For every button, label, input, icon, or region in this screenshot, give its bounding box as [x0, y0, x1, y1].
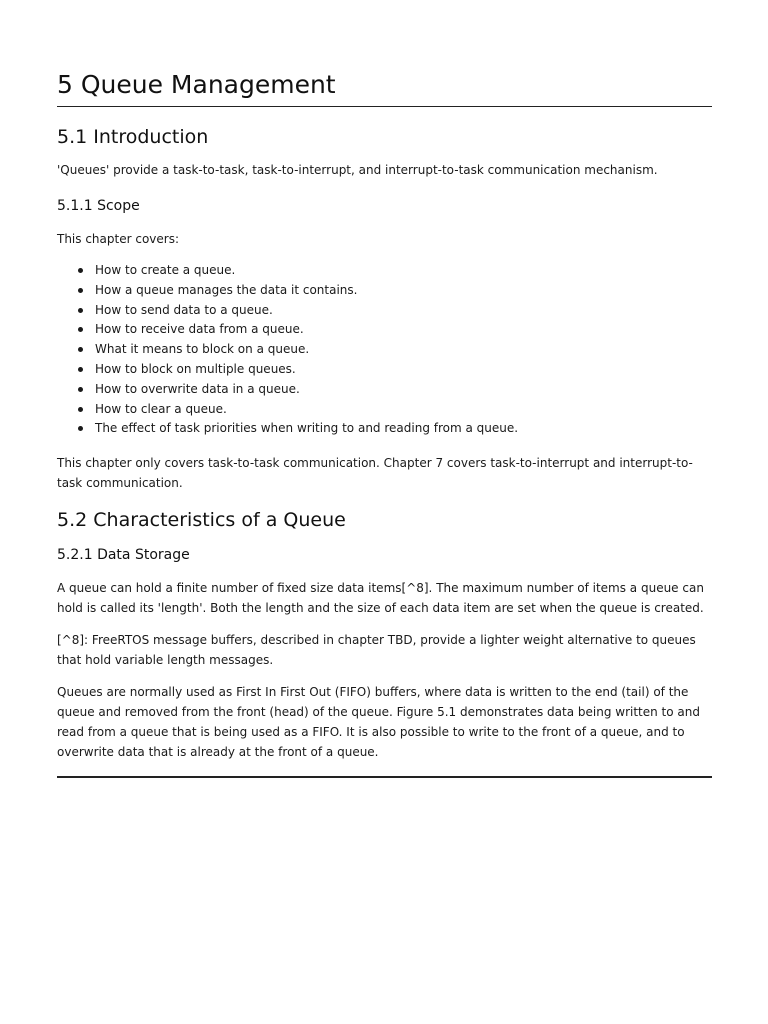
- chapter-title: 5 Queue Management: [57, 70, 336, 99]
- bullet-icon: [78, 288, 83, 293]
- bullet-icon: [78, 407, 83, 412]
- scope-note-paragraph: This chapter only covers task-to-task communication. Chapter 7 covers task-to-interrupt and interrupt-to-task communication.: [57, 456, 693, 490]
- list-item: What it means to block on a queue.: [57, 340, 518, 360]
- data-storage-paragraph: A queue can hold a finite number of fixed size data items[^8]. The maximum number of items a queue can hold is called its 'length'. Both the length and the size of each data item are set when the queue is created.: [57, 581, 704, 615]
- section-heading-introduction: 5.1 Introduction: [57, 126, 209, 148]
- scope-bullet-list: [57, 261, 518, 439]
- footnote-paragraph: [^8]: FreeRTOS message buffers, described in chapter TBD, provide a lighter weight alternative to queues that hold variable length messages.: [57, 633, 696, 667]
- list-item: How to create a queue.: [57, 261, 518, 281]
- bullet-icon: [78, 347, 83, 352]
- list-item: How to overwrite data in a queue.: [57, 380, 518, 400]
- bullet-icon: [78, 308, 83, 313]
- list-item: How a queue manages the data it contains.: [57, 281, 518, 301]
- section-heading-characteristics: 5.2 Characteristics of a Queue: [57, 509, 346, 531]
- list-item: The effect of task priorities when writing to and reading from a queue.: [57, 419, 518, 439]
- bullet-icon: [78, 367, 83, 372]
- list-item: How to clear a queue.: [57, 400, 518, 420]
- bottom-divider: [57, 776, 712, 778]
- bullet-icon: [78, 426, 83, 431]
- bullet-icon: [78, 268, 83, 273]
- fifo-paragraph: Queues are normally used as First In First Out (FIFO) buffers, where data is written to the end (tail) of the queue and removed from the front (head) of the queue. Figure 5.1 demonstrates data being written to and read from a queue that is being used as a FIFO. It is also possible to write to the front of a queue, and to overwrite data that is already at the front of a queue.: [57, 685, 700, 759]
- title-divider: [57, 106, 712, 107]
- bullet-icon: [78, 327, 83, 332]
- subsection-heading-data-storage: 5.2.1 Data Storage: [57, 547, 190, 563]
- scope-lead-text: This chapter covers:: [57, 232, 179, 246]
- bullet-icon: [78, 387, 83, 392]
- list-item: How to receive data from a queue.: [57, 320, 518, 340]
- list-item: How to block on multiple queues.: [57, 360, 518, 380]
- subsection-heading-scope: 5.1.1 Scope: [57, 198, 140, 214]
- list-item: How to send data to a queue.: [57, 301, 518, 321]
- intro-paragraph: 'Queues' provide a task-to-task, task-to-interrupt, and interrupt-to-task communication mechanism.: [57, 163, 658, 177]
